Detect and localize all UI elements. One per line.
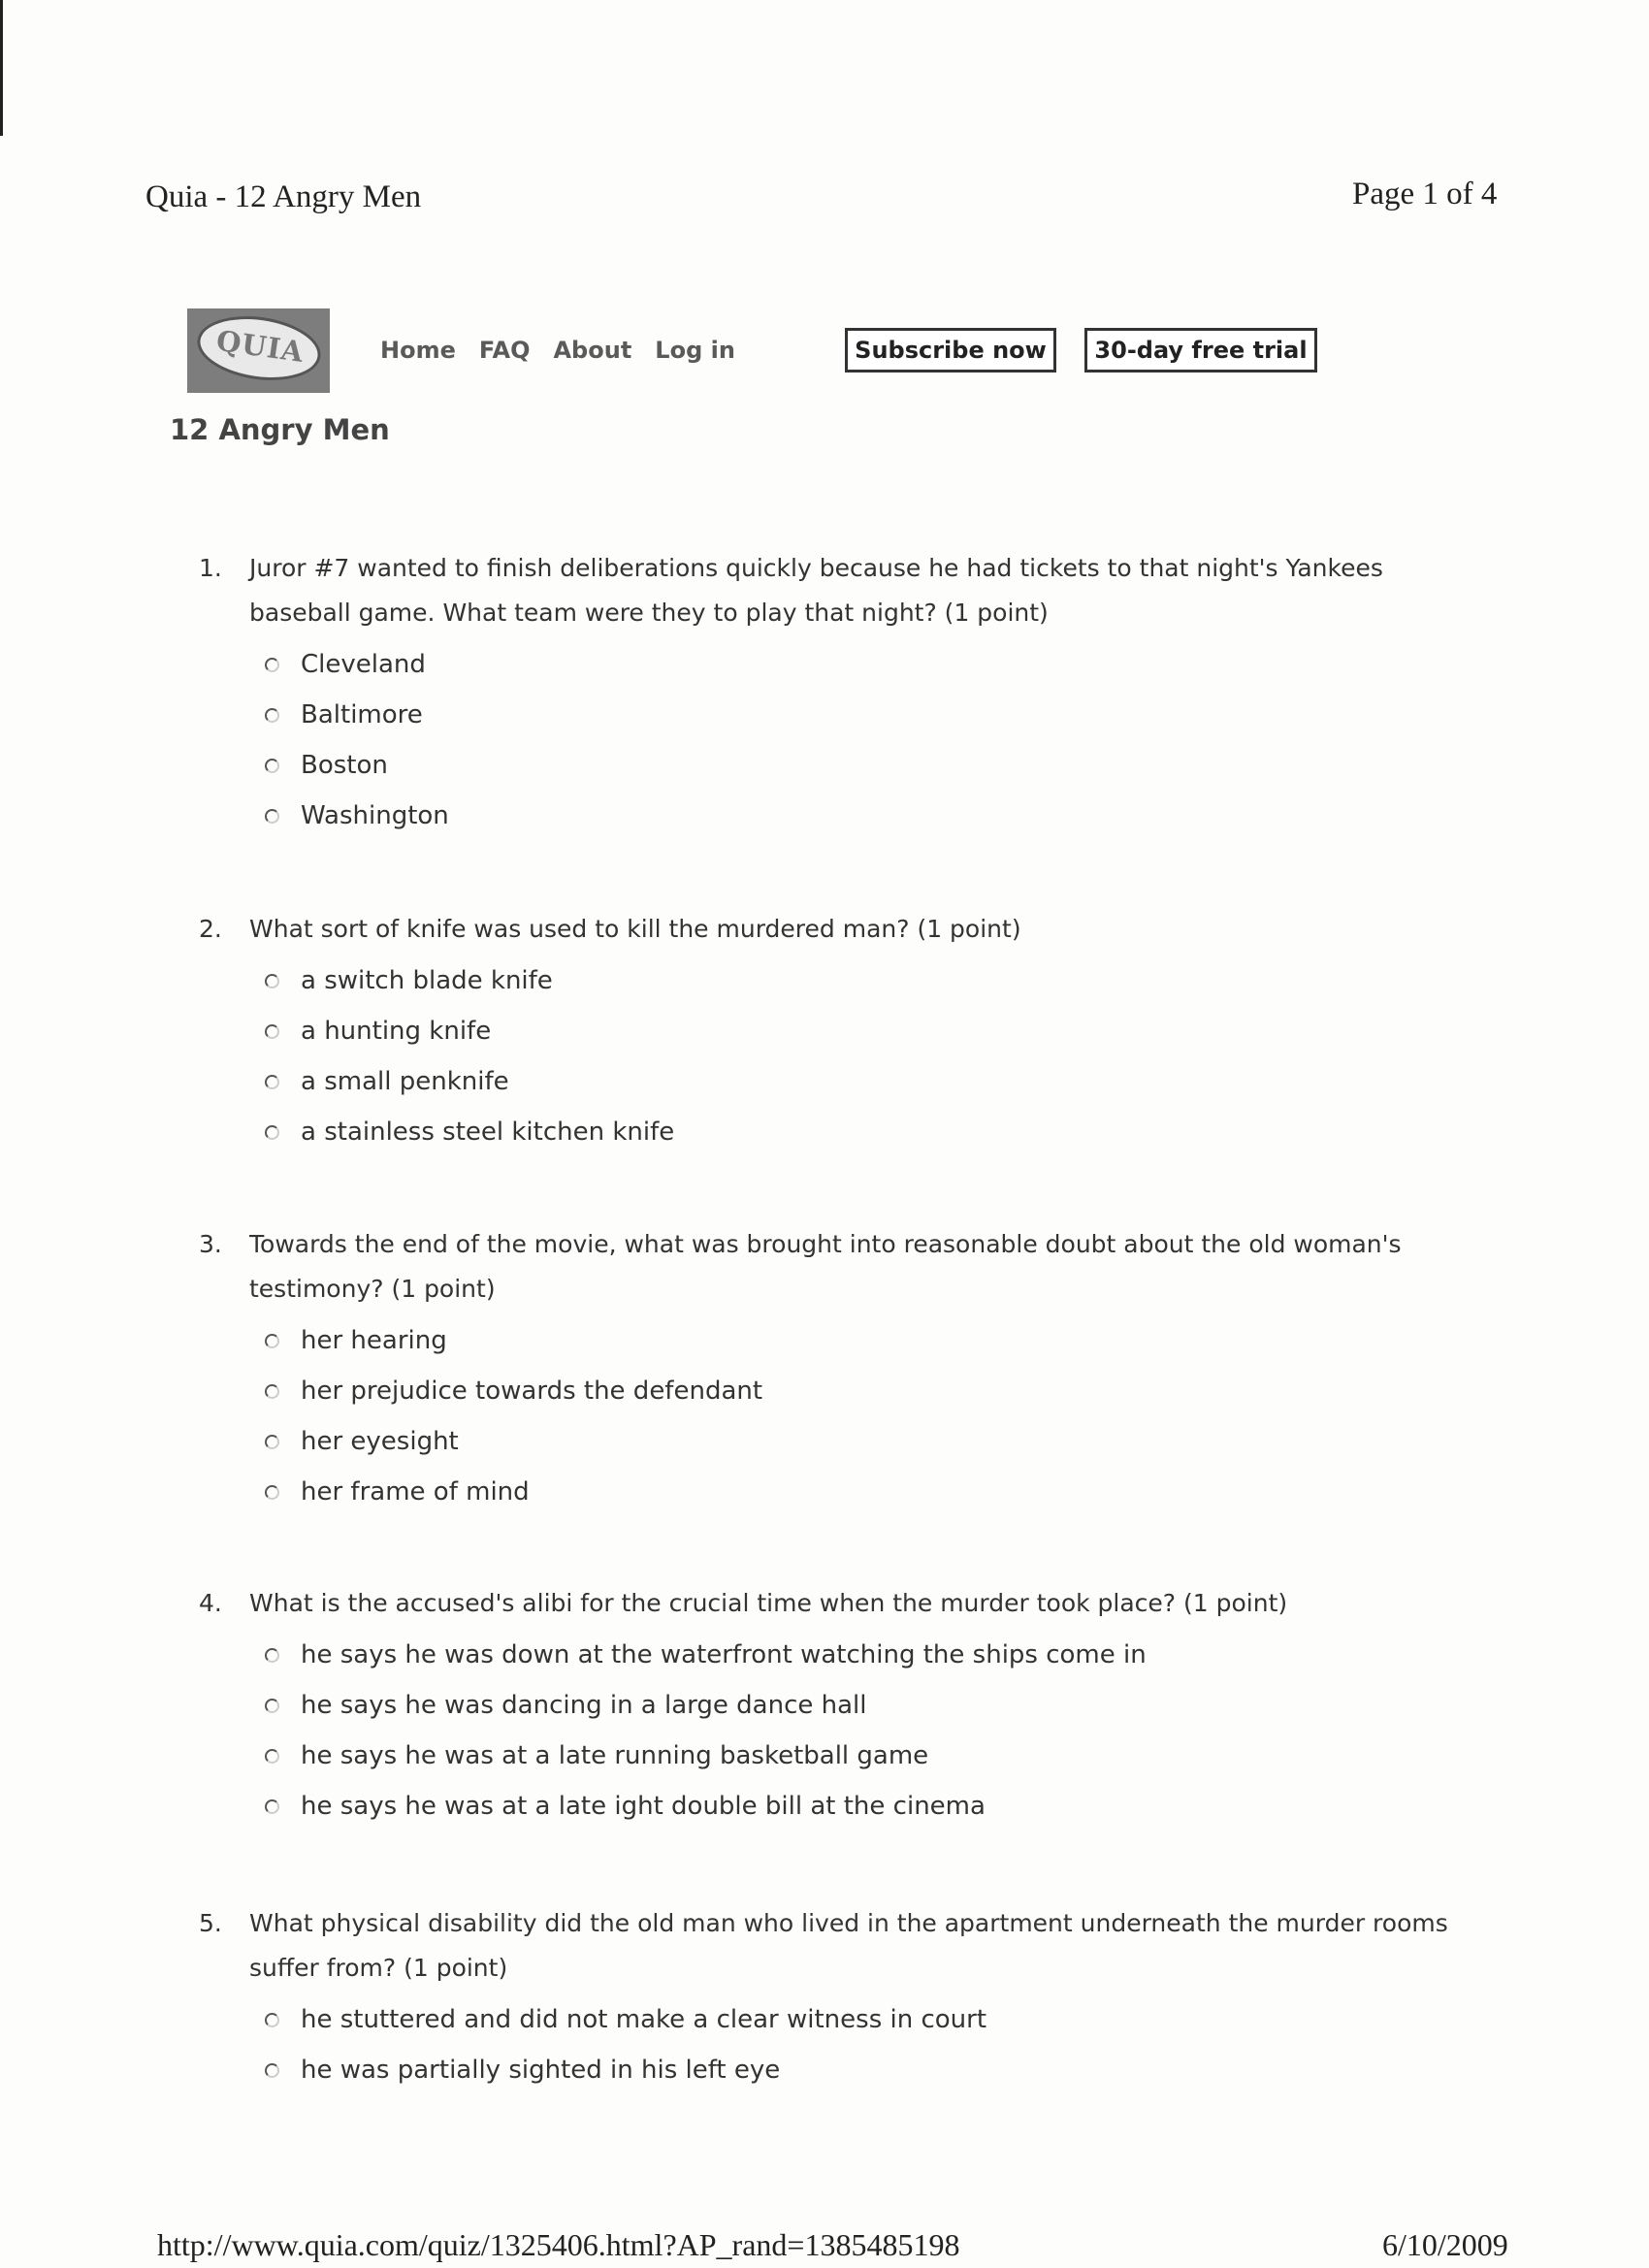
nav-login-link[interactable]: Log in <box>655 337 735 364</box>
option-label: Baltimore <box>301 700 423 729</box>
question-text <box>199 546 1460 635</box>
radio-button-icon[interactable] <box>265 759 279 773</box>
answer-option[interactable] <box>199 1366 1460 1416</box>
radio-button-icon[interactable] <box>265 1435 279 1449</box>
answer-option[interactable] <box>199 639 1460 690</box>
question-text <box>199 907 1460 952</box>
option-label: he stuttered and did not make a clear witness in court <box>301 2005 987 2034</box>
question-4 <box>199 1581 1460 1831</box>
radio-button-icon[interactable] <box>265 708 279 723</box>
question-prompt: Towards the end of the movie, what was brought into reasonable doubt about the old woman's testimony? (1 point) <box>249 1230 1402 1303</box>
answer-option[interactable] <box>199 1315 1460 1366</box>
nav-faq-link[interactable]: FAQ <box>478 337 531 364</box>
option-label: Boston <box>301 751 388 780</box>
radio-button-icon[interactable] <box>265 1699 279 1713</box>
question-number: 3. <box>199 1230 222 1258</box>
question-number: 4. <box>199 1589 222 1617</box>
option-label: he was partially sighted in his left eye <box>301 2056 781 2085</box>
option-label: a switch blade knife <box>301 966 553 995</box>
radio-button-icon[interactable] <box>265 1384 279 1399</box>
radio-button-icon[interactable] <box>265 1648 279 1663</box>
question-number: 5. <box>199 1909 222 1937</box>
question-1 <box>199 546 1460 841</box>
answer-option[interactable] <box>199 690 1460 740</box>
radio-button-icon[interactable] <box>265 1749 279 1764</box>
answer-option[interactable] <box>199 1731 1460 1781</box>
radio-button-icon[interactable] <box>265 658 279 672</box>
question-prompt: What sort of knife was used to kill the murdered man? (1 point) <box>249 915 1021 943</box>
answer-option[interactable] <box>199 1680 1460 1731</box>
option-label: her eyesight <box>301 1427 459 1456</box>
radio-button-icon[interactable] <box>265 974 279 988</box>
radio-button-icon[interactable] <box>265 1799 279 1814</box>
option-label: Cleveland <box>301 650 426 679</box>
option-label: he says he was at a late ight double bill at the cinema <box>301 1792 986 1821</box>
answer-option[interactable] <box>199 956 1460 1006</box>
radio-button-icon[interactable] <box>265 2013 279 2027</box>
answer-options <box>199 956 1460 1157</box>
option-label: her prejudice towards the defendant <box>301 1377 763 1406</box>
question-prompt: Juror #7 wanted to finish deliberations quickly because he had tickets to that night's Yankees baseball game. What team were they to play that night? (1 point) <box>249 554 1383 627</box>
print-header-page-number: Page 1 of 4 <box>1352 177 1498 211</box>
answer-option[interactable] <box>199 1006 1460 1056</box>
scan-edge-line <box>0 0 3 136</box>
nav-home-link[interactable]: Home <box>380 337 456 364</box>
answer-option[interactable] <box>199 1416 1460 1467</box>
question-text <box>199 1901 1460 1991</box>
radio-button-icon[interactable] <box>265 1024 279 1039</box>
radio-button-icon[interactable] <box>265 809 279 824</box>
answer-options <box>199 1315 1460 1517</box>
answer-option[interactable] <box>199 2045 1460 2095</box>
radio-button-icon[interactable] <box>265 2063 279 2078</box>
option-label: a stainless steel kitchen knife <box>301 1118 675 1147</box>
quia-logo[interactable] <box>187 308 330 393</box>
option-label: a small penknife <box>301 1067 509 1096</box>
question-3 <box>199 1222 1460 1517</box>
print-footer-date: 6/10/2009 <box>1382 2227 1508 2262</box>
radio-button-icon[interactable] <box>265 1485 279 1500</box>
answer-option[interactable] <box>199 740 1460 791</box>
question-5 <box>199 1901 1460 2095</box>
question-2 <box>199 907 1460 1157</box>
option-label: he says he was dancing in a large dance hall <box>301 1691 867 1720</box>
question-text <box>199 1581 1460 1626</box>
answer-option[interactable] <box>199 791 1460 841</box>
option-label: he says he was at a late running basketball game <box>301 1741 929 1770</box>
option-label: her hearing <box>301 1326 447 1355</box>
top-nav <box>380 337 735 364</box>
answer-option[interactable] <box>199 1467 1460 1517</box>
question-prompt: What physical disability did the old man who lived in the apartment underneath the murder rooms suffer from? (1 point) <box>249 1909 1448 1982</box>
option-label: a hunting knife <box>301 1017 492 1046</box>
free-trial-button[interactable]: 30-day free trial <box>1084 328 1317 373</box>
answer-option[interactable] <box>199 1056 1460 1107</box>
nav-about-link[interactable]: About <box>553 337 632 364</box>
print-header-title: Quia - 12 Angry Men <box>146 179 422 214</box>
question-prompt: What is the accused's alibi for the crucial time when the murder took place? (1 point) <box>249 1589 1288 1617</box>
radio-button-icon[interactable] <box>265 1334 279 1348</box>
answer-option[interactable] <box>199 1107 1460 1157</box>
answer-options <box>199 639 1460 841</box>
subscribe-now-button[interactable]: Subscribe now <box>845 328 1056 373</box>
question-number: 1. <box>199 554 222 582</box>
quiz-title: 12 Angry Men <box>170 413 390 446</box>
answer-option[interactable] <box>199 1781 1460 1831</box>
radio-button-icon[interactable] <box>265 1075 279 1089</box>
option-label: he says he was down at the waterfront watching the ships come in <box>301 1640 1147 1669</box>
question-number: 2. <box>199 915 222 943</box>
question-text <box>199 1222 1460 1312</box>
print-footer-url: http://www.quia.com/quiz/1325406.html?AP_rand=1385485198 <box>157 2227 960 2262</box>
logo-text: QUIA <box>214 323 307 370</box>
radio-button-icon[interactable] <box>265 1125 279 1140</box>
option-label: her frame of mind <box>301 1477 530 1507</box>
answer-options <box>199 1994 1460 2095</box>
answer-options <box>199 1630 1460 1831</box>
answer-option[interactable] <box>199 1994 1460 2045</box>
option-label: Washington <box>301 801 449 830</box>
answer-option[interactable] <box>199 1630 1460 1680</box>
